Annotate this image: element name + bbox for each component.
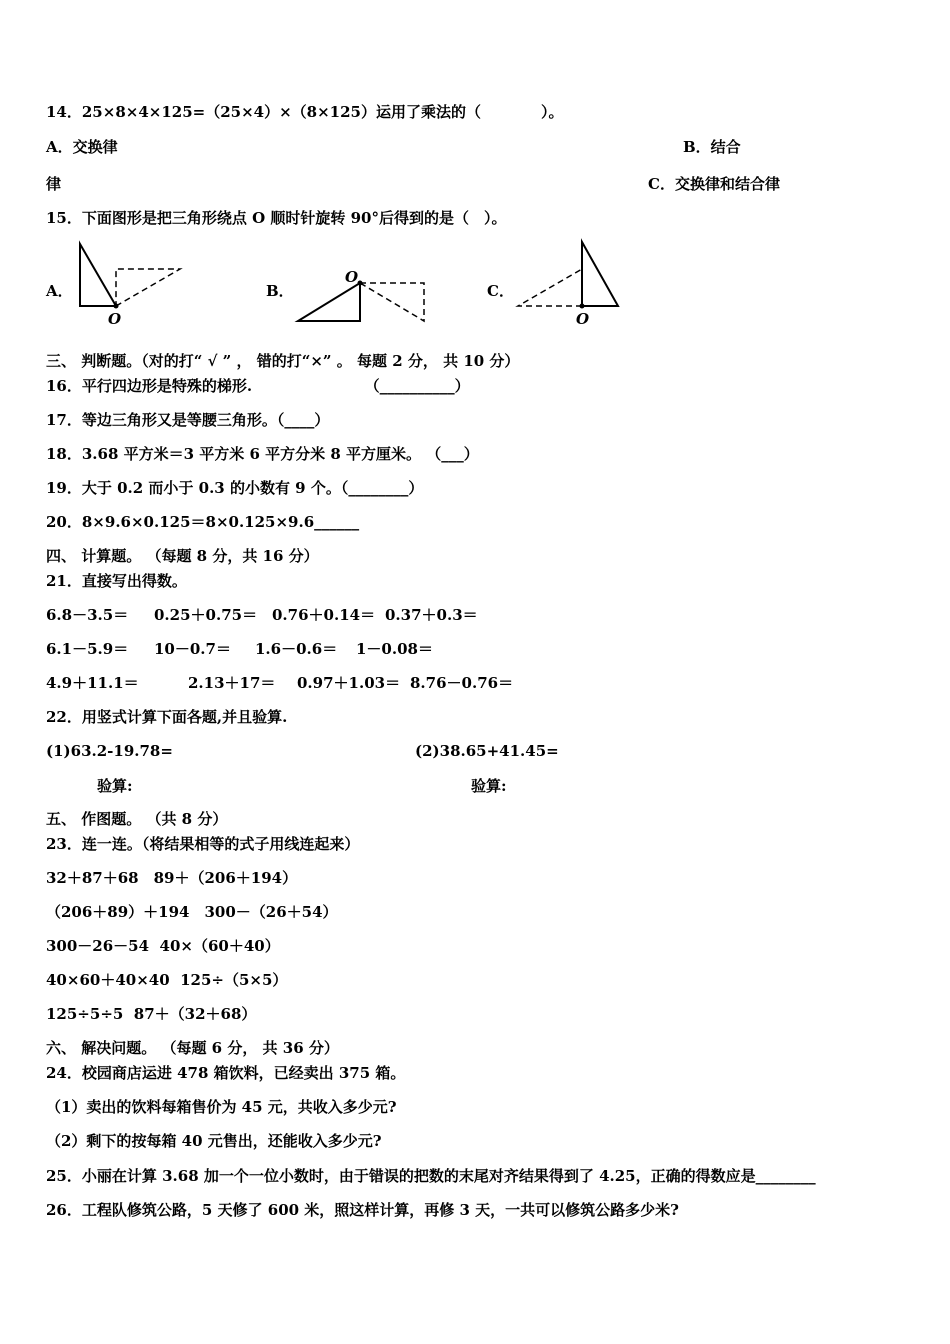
q24-sub-2: （2）剩下的按每箱 40 元售出，还能收入多少元?: [46, 1132, 382, 1150]
q22-check-1: 验算:: [97, 777, 133, 795]
q20: 20．8×9.6×0.125＝8×0.125×9.6______: [46, 513, 360, 531]
q14-option-a: A．交换律: [46, 138, 118, 156]
q14-option-b: B．结合: [683, 138, 741, 156]
dashed-triangle: [518, 269, 582, 306]
section-3-heading: 三、 判断题。（对的打“ √ ” ， 错的打“×” 。 每题 2 分， 共 10 分）: [46, 352, 520, 370]
q25: 25．小丽在计算 3.68 加一个一位小数时，由于错误的把数的末尾对齐结果得到了 4.25，正确的得数应是________: [46, 1167, 816, 1185]
q22-stem: 22．用竖式计算下面各题,并且验算.: [46, 708, 288, 726]
q26: 26．工程队修筑公路，5 天修了 600 米，照这样计算，再修 3 天，一共可以修筑公路多少米?: [46, 1201, 679, 1219]
q22-check-2: 验算:: [471, 777, 507, 795]
q22-part-1: (1)63.2-19.78=: [46, 742, 173, 760]
q15-option-b-label: B．: [266, 282, 294, 300]
q21-r3-c1: 4.9＋11.1＝: [46, 674, 139, 692]
q23-row-4: 40×60＋40×40 125÷（5×5）: [46, 971, 288, 989]
q21-r2-c2: 10－0.7＝: [154, 640, 231, 658]
q24-stem: 24．校园商店运进 478 箱饮料，已经卖出 375 箱。: [46, 1064, 406, 1082]
q23-row-3: 300－26－54 40×（60＋40）: [46, 937, 280, 955]
section-6-heading: 六、 解决问题。 （每题 6 分， 共 36 分）: [46, 1039, 339, 1057]
q21-r1-c4: 0.37＋0.3＝: [385, 606, 478, 624]
solid-triangle: [298, 283, 360, 321]
q21-r2-c1: 6.1－5.9＝: [46, 640, 129, 658]
solid-triangle: [80, 244, 116, 306]
q24-sub-1: （1）卖出的饮料每箱售价为 45 元，共收入多少元?: [46, 1098, 397, 1116]
q23-row-2: （206＋89）＋194 300－（26＋54）: [46, 903, 338, 921]
point-o-label: O: [576, 310, 590, 328]
q19: 19．大于 0.2 而小于 0.3 的小数有 9 个。（________）: [46, 479, 424, 497]
q21-r2-c4: 1－0.08＝: [356, 640, 433, 658]
point-o-label: O: [108, 310, 122, 328]
q21-r1-c3: 0.76＋0.14＝: [272, 606, 376, 624]
q23-stem: 23．连一连。（将结果相等的式子用线连起来）: [46, 835, 360, 853]
q21-r3-c3: 0.97＋1.03＝: [297, 674, 401, 692]
q15-option-a-label: A．: [46, 282, 73, 300]
dashed-triangle: [360, 283, 424, 321]
dashed-triangle: [116, 269, 180, 306]
rotation-point: [580, 304, 585, 309]
rotation-point: [358, 281, 363, 286]
point-o-label: O: [345, 268, 359, 286]
q21-r1-c2: 0.25＋0.75＝: [154, 606, 258, 624]
q23-row-5: 125÷5÷5 87＋（32＋68）: [46, 1005, 257, 1023]
section-5-heading: 五、 作图题。 （共 8 分）: [46, 810, 228, 828]
q21-stem: 21．直接写出得数。: [46, 572, 187, 590]
rotation-point: [114, 304, 119, 309]
q14-option-c: C．交换律和结合律: [648, 175, 780, 193]
q21-r3-c2: 2.13＋17＝: [188, 674, 276, 692]
q15-option-b-figure: [292, 266, 432, 328]
q15-option-c-label: C．: [487, 282, 514, 300]
q21-r2-c3: 1.6－0.6＝: [255, 640, 338, 658]
solid-triangle: [582, 242, 618, 306]
q14-stem: 14．25×8×4×125=（25×4）×（8×125）运用了乘法的（ ）。: [46, 103, 564, 121]
section-4-heading: 四、 计算题。 （每题 8 分，共 16 分）: [46, 547, 319, 565]
q14-option-b-continued: 律: [46, 175, 62, 193]
q21-r1-c1: 6.8－3.5＝: [46, 606, 129, 624]
q15-option-a-figure: [72, 236, 192, 328]
q17: 17．等边三角形又是等腰三角形。（____）: [46, 411, 330, 429]
q15-option-c-figure: [512, 236, 632, 328]
q18: 18．3.68 平方米＝3 平方米 6 平方分米 8 平方厘米。 （___）: [46, 445, 479, 463]
q22-part-2: (2)38.65+41.45=: [415, 742, 559, 760]
q23-row-1: 32＋87＋68 89＋（206＋194）: [46, 869, 298, 887]
q21-r3-c4: 8.76－0.76＝: [410, 674, 514, 692]
q16: 16．平行四边形是特殊的梯形. （__________）: [46, 377, 470, 395]
q15-stem: 15．下面图形是把三角形绕点 O 顺时针旋转 90°后得到的是（ ）。: [46, 209, 507, 227]
